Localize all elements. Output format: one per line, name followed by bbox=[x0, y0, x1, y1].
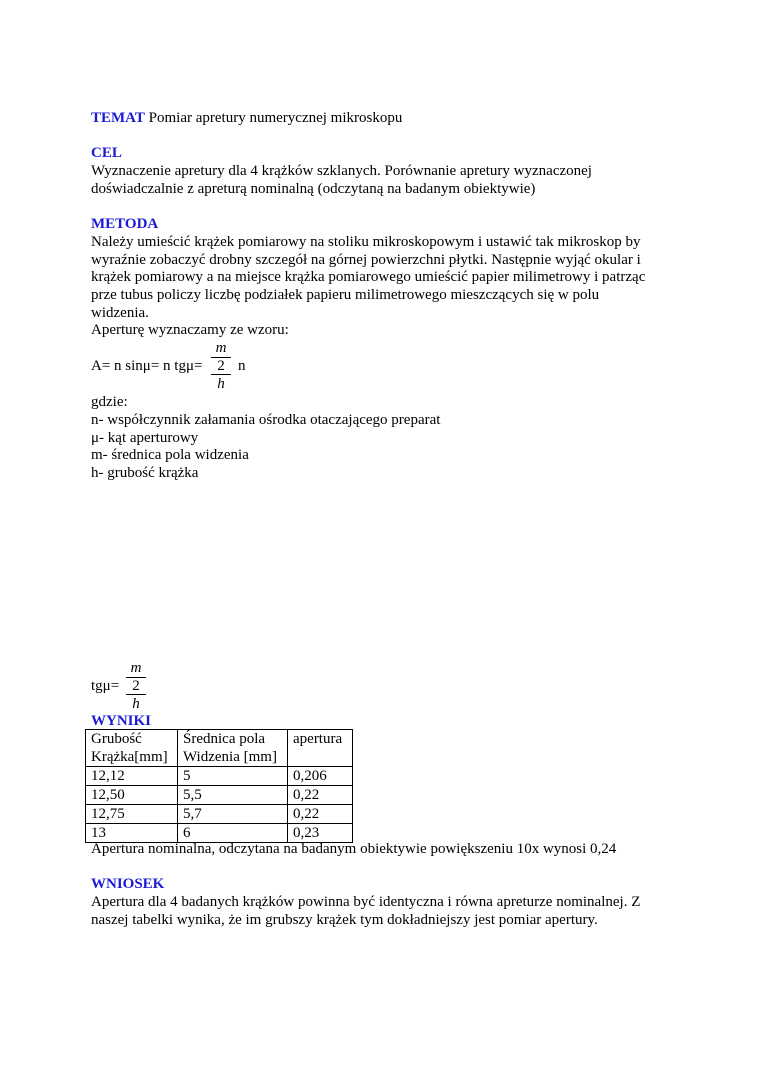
cel-heading: CEL bbox=[91, 145, 122, 161]
definition-line: μ- kąt aperturowy bbox=[91, 430, 199, 446]
fraction-numerator: m bbox=[130, 660, 142, 676]
results-table bbox=[85, 729, 353, 843]
cell-aperture: 0,22 bbox=[288, 786, 353, 805]
definition-line: h- grubość krążka bbox=[91, 465, 199, 481]
fraction-numerator: m bbox=[215, 340, 227, 356]
header-line: Krążka[mm] bbox=[91, 749, 168, 765]
cell-thickness: 13 bbox=[86, 824, 178, 843]
temat-line bbox=[91, 109, 402, 127]
table-row bbox=[86, 805, 353, 824]
header-line: apertura bbox=[293, 731, 343, 747]
metoda-line: wyraźnie zobaczyć drobny szczegół na górnej powierzchni płytki. Następnie wyjąć okular i bbox=[91, 252, 641, 268]
cel-line: doświadczalnie z apreturą nominalną (odczytaną na badanym obiektywie) bbox=[91, 181, 536, 197]
table-header-row bbox=[86, 730, 353, 767]
header-cell-aperture bbox=[288, 730, 353, 767]
header-line: Średnica pola bbox=[183, 731, 266, 747]
nominal-aperture-note: Apertura nominalna, odczytana na badanym obiektywie powiększeniu 10x wynosi 0,24 bbox=[91, 841, 617, 857]
temat-text: Pomiar apretury numerycznej mikroskopu bbox=[144, 110, 403, 126]
header-cell-diameter bbox=[178, 730, 288, 767]
cell-thickness: 12,50 bbox=[86, 786, 178, 805]
header-line: Widzenia [mm] bbox=[183, 749, 277, 765]
fraction-denominator: h bbox=[217, 376, 225, 392]
fraction-denominator: h bbox=[132, 696, 140, 712]
fraction-middle: 2 bbox=[211, 357, 231, 375]
cell-diameter: 5,7 bbox=[178, 805, 288, 824]
formula-fraction bbox=[211, 339, 231, 393]
cell-aperture: 0,23 bbox=[288, 824, 353, 843]
cell-diameter: 5 bbox=[178, 767, 288, 786]
cell-aperture: 0,206 bbox=[288, 767, 353, 786]
metoda-line: Należy umieścić krążek pomiarowy na stoliku mikroskopowym i ustawić tak mikroskop by bbox=[91, 234, 641, 250]
metoda-line: prze tubus policzy liczbę podziałek papieru milimetrowego mieszczących się w polu bbox=[91, 287, 600, 303]
metoda-line: krążek pomiarowy a na miejsce krążka pomiarowego umieścić papier milimetrowy i patrząc bbox=[91, 269, 646, 285]
formula-prefix: A= n sinμ= n tgμ= bbox=[91, 358, 203, 374]
temat-label: TEMAT bbox=[91, 110, 145, 126]
cell-thickness: 12,75 bbox=[86, 805, 178, 824]
wniosek-line: naszej tabelki wynika, że im grubszy krążek tym dokładniejszy jest pomiar apertury. bbox=[91, 912, 598, 928]
formula-suffix: n bbox=[238, 358, 246, 374]
formula2-prefix: tgμ= bbox=[91, 678, 120, 694]
gdzie-label: gdzie: bbox=[91, 394, 128, 410]
table-row bbox=[86, 767, 353, 786]
formula2-fraction bbox=[126, 659, 146, 713]
cell-thickness: 12,12 bbox=[86, 767, 178, 786]
metoda-heading: METODA bbox=[91, 216, 159, 232]
metoda-line: Aperturę wyznaczamy ze wzoru: bbox=[91, 322, 289, 338]
cell-aperture: 0,22 bbox=[288, 805, 353, 824]
table-row bbox=[86, 786, 353, 805]
definition-line: n- współczynnik załamania ośrodka otaczającego preparat bbox=[91, 412, 441, 428]
definition-line: m- średnica pola widzenia bbox=[91, 447, 249, 463]
wyniki-heading: WYNIKI bbox=[91, 713, 152, 729]
cell-diameter: 6 bbox=[178, 824, 288, 843]
metoda-line: widzenia. bbox=[91, 305, 149, 321]
cell-diameter: 5,5 bbox=[178, 786, 288, 805]
wniosek-heading: WNIOSEK bbox=[91, 876, 165, 892]
header-line: Grubość bbox=[91, 731, 142, 747]
wniosek-line: Apertura dla 4 badanych krążków powinna być identyczna i równa apreturze nominalnej. Z bbox=[91, 894, 641, 910]
fraction-middle: 2 bbox=[126, 677, 146, 695]
cel-line: Wyznaczenie apretury dla 4 krążków szklanych. Porównanie apretury wyznaczonej bbox=[91, 163, 592, 179]
header-cell-thickness bbox=[86, 730, 178, 767]
